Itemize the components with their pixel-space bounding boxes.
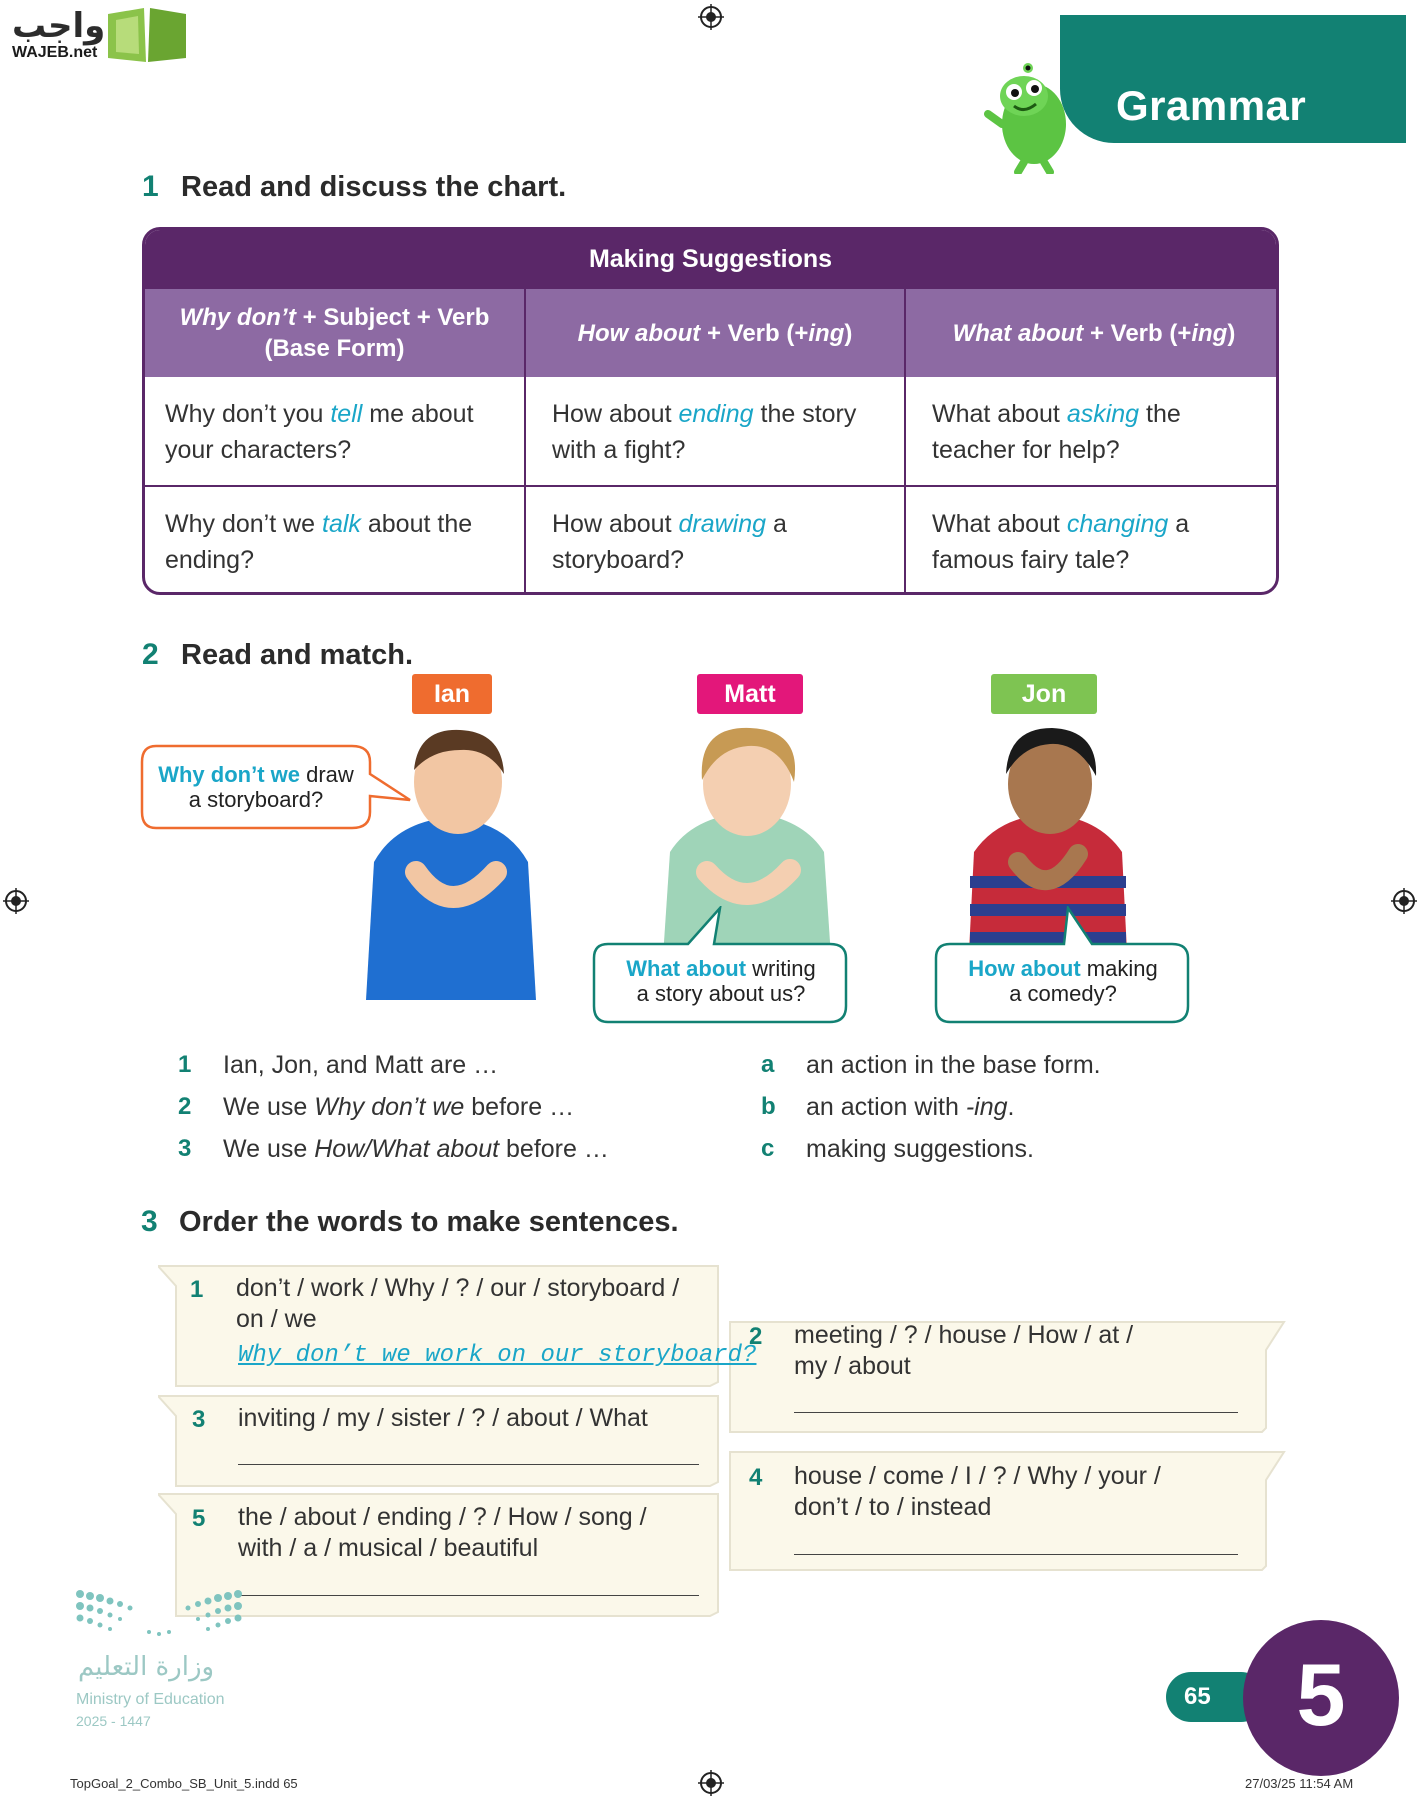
unit-number-badge: 5 [1243, 1620, 1399, 1776]
logo-latin: WAJEB.net [12, 44, 98, 61]
header-lead: Why don’t [179, 304, 296, 331]
name-tag-ian: Ian [412, 674, 492, 714]
section-title: Order the words to make sentences. [179, 1206, 679, 1238]
match-left-item: Ian, Jon, and Matt are … [223, 1051, 499, 1079]
order-item-words: meeting / ? / house / How / at / my / about [794, 1321, 1134, 1380]
order-item-number: 3 [192, 1406, 206, 1433]
header-ing: ing [808, 319, 845, 347]
speech-bubble-jon [938, 956, 1188, 1006]
column-header [145, 289, 524, 377]
ministry-name-english: Ministry of Education [76, 1691, 225, 1708]
column-header [526, 289, 904, 377]
bubble-text: a comedy? [1009, 981, 1117, 1006]
header-rest: + Verb (+ [1083, 319, 1192, 347]
book-logo-icon [106, 6, 188, 64]
match-right-item: an action in the base form. [806, 1051, 1101, 1079]
match-left-item: We use Why don’t we before … [223, 1093, 575, 1121]
chart-cell: What about changing a famous fairy tale? [932, 509, 1190, 574]
answer-line[interactable] [794, 1554, 1238, 1555]
registration-mark-icon [698, 4, 724, 30]
order-item-answer[interactable]: Why don’t we work on our storyboard? [238, 1342, 757, 1369]
match-right-item: making suggestions. [806, 1135, 1034, 1163]
speech-bubble-matt [596, 956, 846, 1006]
match-number: 1 [178, 1051, 192, 1078]
match-left-item: We use How/What about before … [223, 1135, 609, 1163]
column-divider [904, 289, 906, 595]
header-rest: + Subject + Verb [295, 304, 490, 331]
bubble-text: writing [746, 956, 816, 981]
section-number: 1 [142, 170, 159, 203]
name-tag-jon: Jon [991, 674, 1097, 714]
speech-bubble-ian [142, 762, 370, 812]
ministry-logo-icon [76, 1588, 242, 1648]
order-item-words: the / about / ending / ? / How / song / with / a / musical / beautiful [238, 1503, 647, 1562]
order-item-number: 2 [749, 1323, 763, 1350]
answer-line[interactable] [794, 1412, 1238, 1413]
header-ing: ing [1191, 319, 1228, 347]
suggestions-chart [142, 227, 1279, 595]
match-letter: b [761, 1093, 776, 1120]
header-lead: What about [952, 319, 1084, 347]
print-timestamp: 27/03/25 11:54 AM [1245, 1776, 1354, 1791]
chart-cell: How about ending the story with a fight? [552, 399, 857, 464]
section-title: Read and match. [181, 639, 414, 671]
section-number: 3 [141, 1205, 158, 1238]
print-file-name: TopGoal_2_Combo_SB_Unit_5.indd 65 [70, 1776, 298, 1791]
name-tag-matt: Matt [697, 674, 803, 714]
bubble-highlight: What about [626, 956, 747, 981]
order-item-number: 1 [190, 1276, 204, 1303]
header-rest: (Base Form) [264, 335, 405, 362]
chart-cell: What about asking the teacher for help? [932, 399, 1181, 464]
order-item-words: inviting / my / sister / ? / about / What [238, 1404, 648, 1432]
registration-mark-icon [3, 888, 29, 914]
chart-cell: Why don’t we talk about the ending? [165, 509, 473, 574]
match-right-item: an action with -ing. [806, 1093, 1015, 1121]
registration-mark-icon [698, 1770, 724, 1796]
match-letter: a [761, 1051, 775, 1078]
order-item-words: house / come / I / ? / Why / your / don’t / to / instead [794, 1462, 1161, 1521]
logo-arabic: واجب [12, 6, 106, 46]
match-number: 3 [178, 1135, 192, 1162]
answer-line[interactable] [238, 1595, 699, 1596]
bubble-text: a storyboard? [188, 787, 324, 812]
page-title: Grammar [1116, 82, 1307, 129]
bubble-text: draw [299, 762, 354, 787]
chart-cell: Why don’t you tell me about your characters? [165, 399, 474, 464]
chart-cell: How about drawing a storyboard? [552, 509, 787, 574]
mascot-icon [984, 54, 1084, 174]
bubble-highlight: Why don’t we [158, 762, 300, 787]
header-close: ) [1227, 319, 1236, 347]
order-item-words: don’t / work / Why / ? / our / storyboard / on / we [236, 1274, 680, 1333]
ministry-year: 2025 - 1447 [76, 1713, 151, 1729]
section-number: 2 [142, 638, 159, 671]
match-letter: c [761, 1135, 775, 1162]
header-close: ) [844, 319, 853, 347]
order-item-number: 5 [192, 1505, 206, 1532]
registration-mark-icon [1391, 888, 1417, 914]
bubble-text: making [1080, 956, 1158, 981]
section-title: Read and discuss the chart. [181, 171, 567, 203]
ministry-name-arabic: وزارة التعليم [78, 1652, 215, 1682]
header-lead: How about [577, 319, 701, 347]
page-number: 65 [1166, 1672, 1266, 1722]
header-rest: + Verb (+ [700, 319, 809, 347]
column-header [906, 289, 1279, 377]
answer-line[interactable] [238, 1464, 699, 1465]
bubble-text: a story about us? [636, 981, 806, 1006]
match-number: 2 [178, 1093, 192, 1120]
chart-title: Making Suggestions [145, 230, 1276, 289]
column-divider [524, 289, 526, 595]
bubble-highlight: How about [968, 956, 1081, 981]
order-item-number: 4 [749, 1464, 763, 1491]
